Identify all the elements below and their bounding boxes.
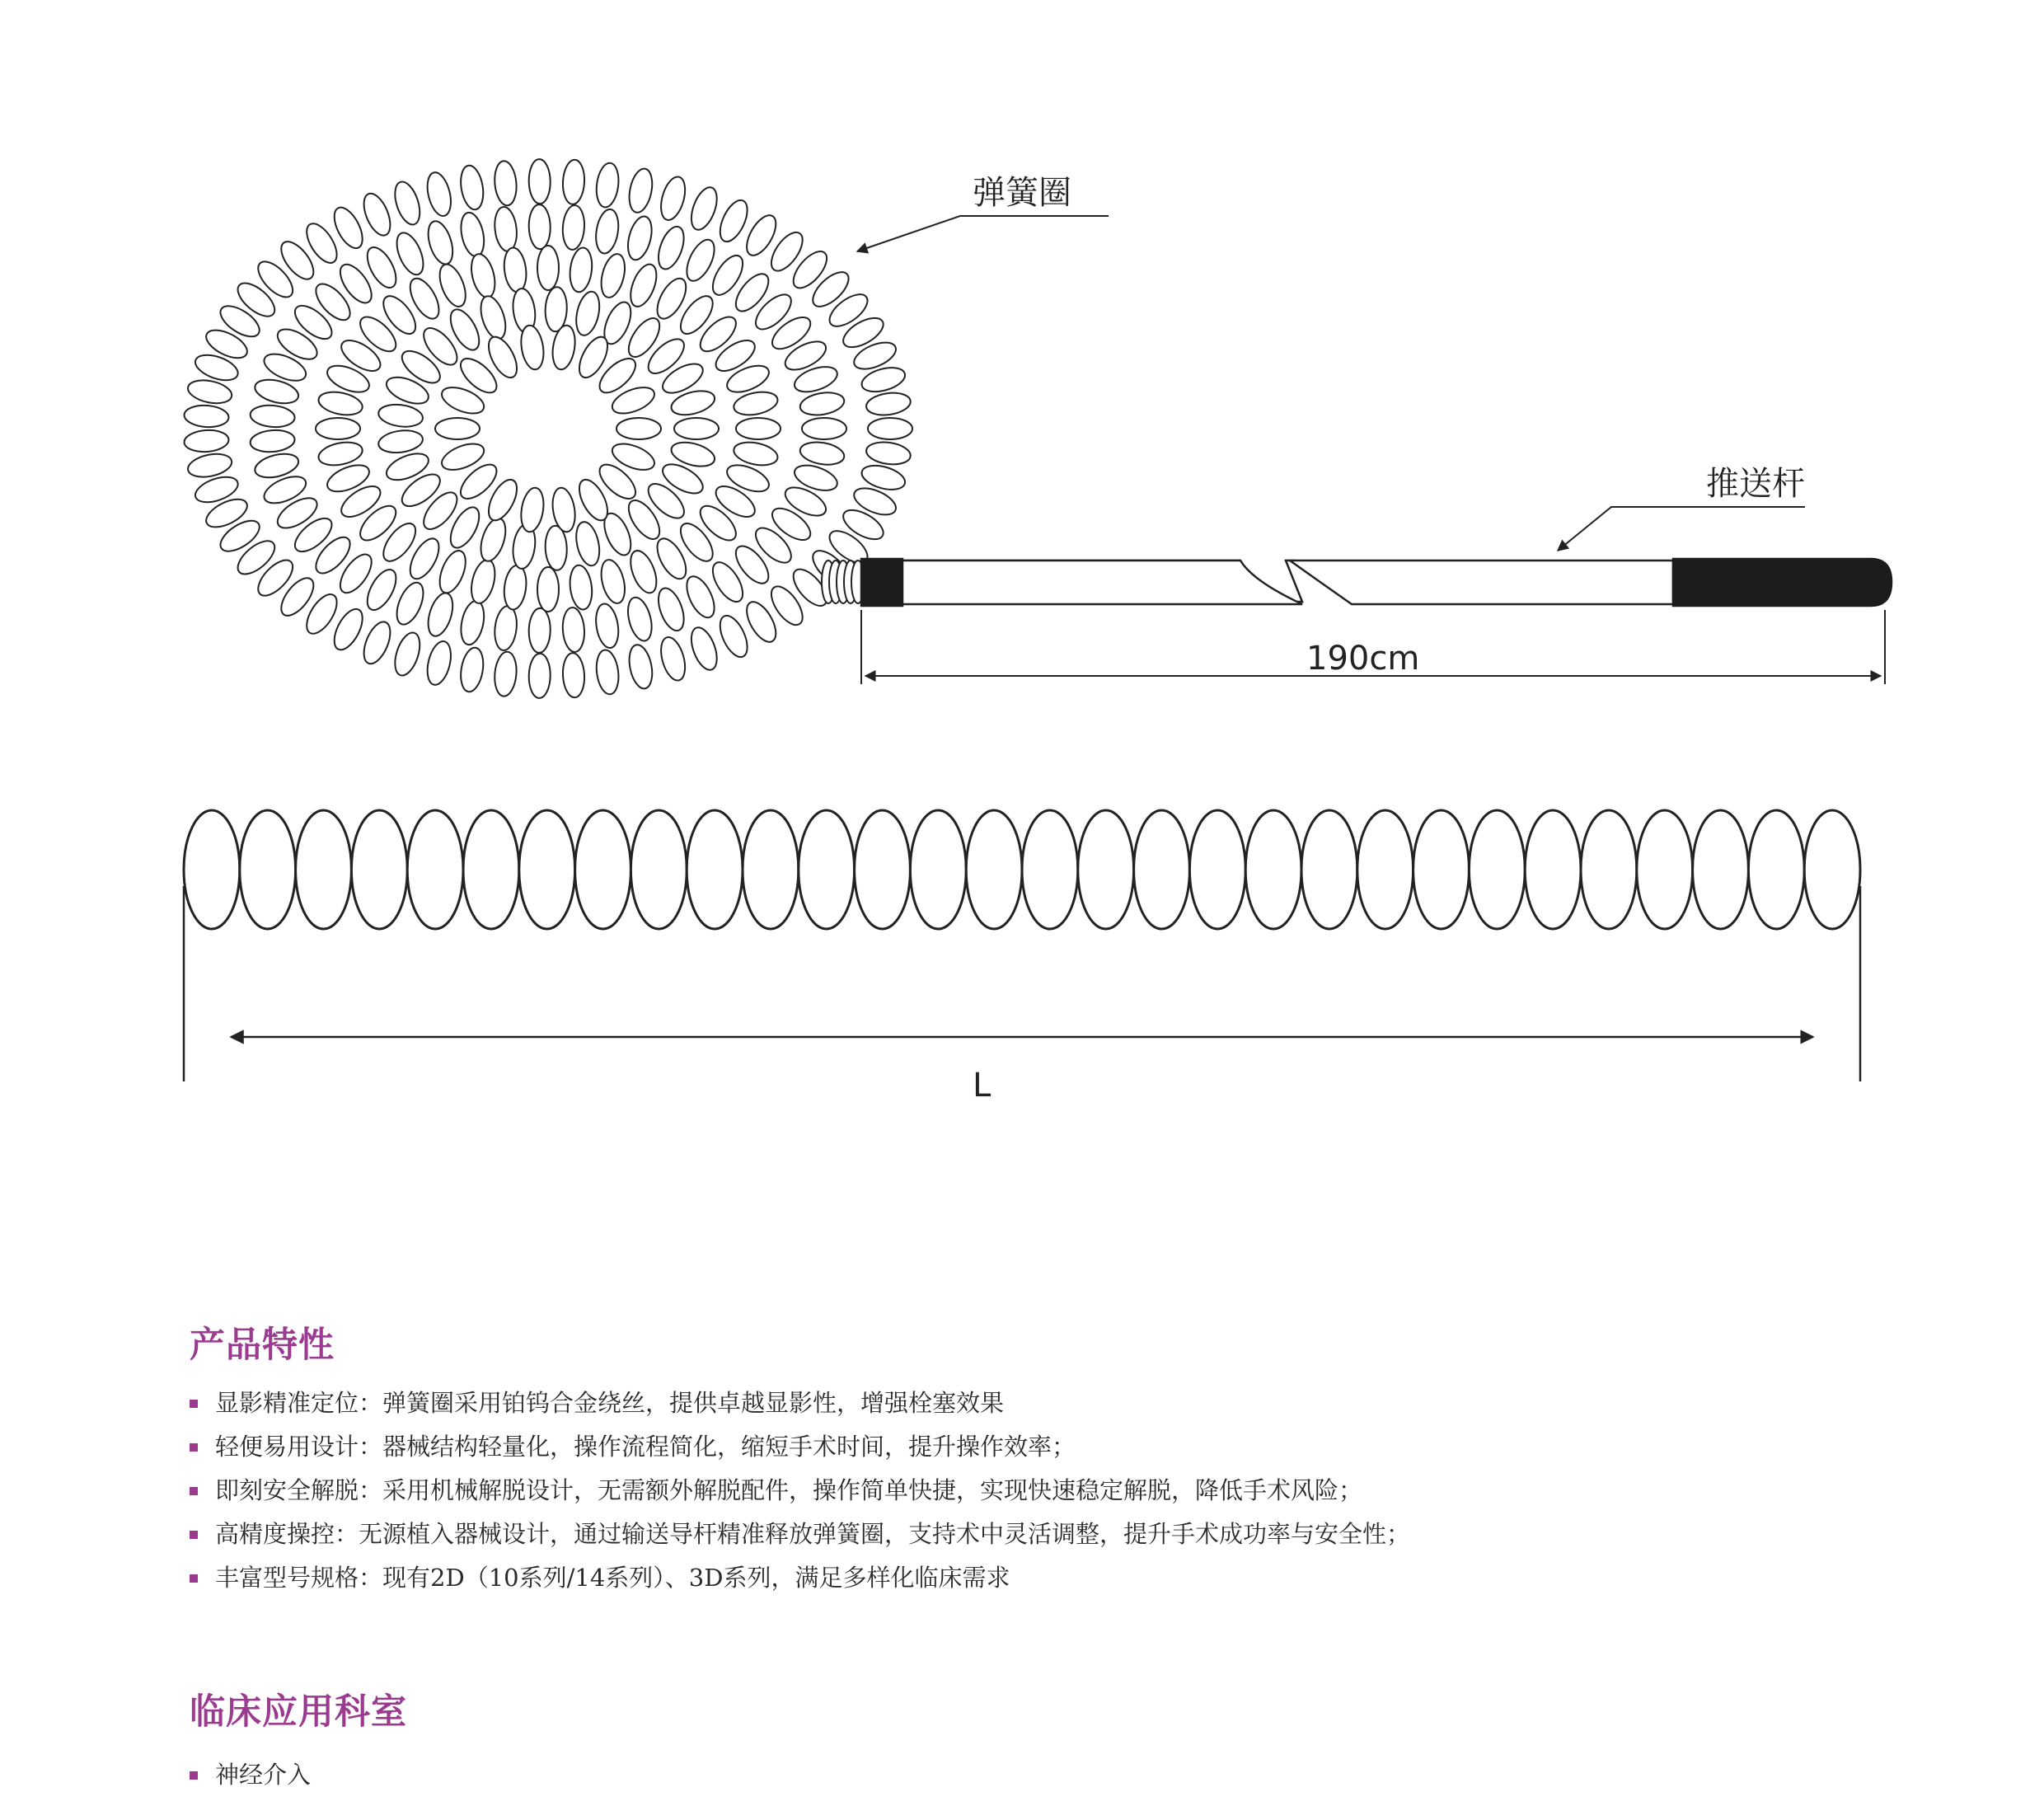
coil-loop [1637, 810, 1693, 929]
departments-list [190, 1753, 311, 1797]
coil-loop [316, 388, 364, 418]
coil-loop [528, 159, 551, 204]
coil-loop [562, 653, 586, 698]
length-symbol: L [973, 1067, 992, 1105]
departments-title: 临床应用科室 [190, 1691, 407, 1733]
coil-loop [316, 418, 360, 439]
coil-loop [424, 639, 455, 687]
coil-loop [657, 635, 690, 683]
department-item [190, 1753, 311, 1797]
coil-loop [457, 599, 487, 647]
coil-loop [377, 402, 424, 429]
feature-item-text: 即刻安全解脱：采用机械解脱设计，无需额外解脱配件，操作简单快捷，实现快速稳定解脱，降低手术风险； [215, 1476, 1363, 1504]
coil-loop [316, 439, 364, 468]
coil-loop [732, 388, 780, 418]
bullet-icon [190, 1400, 198, 1408]
coil-loop [1525, 810, 1581, 929]
coil-loop [377, 428, 424, 455]
coil-loop [424, 170, 455, 218]
coil-loop [457, 210, 487, 258]
coil-leader [857, 216, 1109, 251]
coil-loop [868, 418, 912, 439]
coil-loop [568, 564, 594, 611]
feature-item [190, 1425, 1410, 1469]
coil-loop [966, 810, 1022, 929]
coil-loop [240, 810, 296, 929]
coil-loop [732, 439, 780, 468]
coil-loop [802, 418, 846, 439]
coil-loop [457, 646, 485, 694]
coil-loop [1693, 810, 1749, 929]
coil-loop [186, 377, 234, 406]
bullet-icon [190, 1574, 198, 1583]
feature-item [190, 1469, 1410, 1513]
coil-loop [654, 584, 689, 634]
bullet-icon [190, 1531, 198, 1539]
coil-loop [855, 810, 911, 929]
pusher-length-label: 190cm [1306, 640, 1420, 678]
coil-loop [575, 810, 631, 929]
coil-loop [1413, 810, 1470, 929]
coil-loop [743, 810, 799, 929]
coil-loop [1134, 810, 1190, 929]
coil-loop [502, 246, 528, 293]
coil-loop [573, 289, 603, 337]
coil-loop [1245, 810, 1301, 929]
bullet-icon [190, 1771, 198, 1780]
coil-loop [296, 810, 352, 929]
coil-loop [687, 624, 722, 673]
coil-loop [654, 223, 689, 273]
coil-loop [1301, 810, 1357, 929]
coil-loop [434, 547, 471, 597]
coil-loop [674, 418, 719, 439]
coil-loop [528, 608, 551, 654]
coil-loop [1357, 810, 1413, 929]
coil-loop [493, 651, 518, 697]
coil-loop [250, 429, 296, 453]
coil-loop [562, 159, 586, 204]
coil-loop [624, 214, 656, 263]
coil-loop [715, 196, 752, 246]
coil-loop [568, 246, 594, 293]
coil-loop [598, 251, 629, 300]
bullet-icon [190, 1487, 198, 1495]
coil-loop [593, 208, 621, 255]
coil-loop [359, 190, 396, 239]
coil-loop [537, 567, 559, 612]
coil-loop [910, 810, 966, 929]
coil-loop [626, 643, 655, 691]
coil-loop [573, 520, 603, 568]
feature-item [190, 1513, 1410, 1556]
pusher-leader [1558, 507, 1805, 551]
coil-loop [493, 206, 519, 253]
coil-loop [519, 810, 575, 929]
coil-loop [457, 164, 485, 212]
coil-loop [391, 630, 424, 678]
coil-loop [250, 404, 296, 429]
feature-item-text: 高精度操控：无源植入器械设计，通过输送导杆精准释放弹簧圈，支持术中灵活调整，提升手术成功率与安全性； [215, 1520, 1411, 1548]
coil-loop [594, 162, 621, 209]
coil-loop [1189, 810, 1245, 929]
coil-loop [424, 590, 457, 639]
coil-loop [476, 515, 510, 564]
feature-item [190, 1381, 1410, 1425]
coil-loop [865, 439, 912, 467]
coil-loop [626, 260, 662, 310]
feature-item-text: 丰富型号规格：现有2D（10系列/14系列）、3D系列，满足多样化临床需求 [215, 1564, 1010, 1592]
coil-loop [687, 184, 722, 233]
coil-loop [351, 810, 407, 929]
coil-loop [518, 486, 546, 533]
coil-loop [528, 204, 551, 250]
coil-loop [467, 251, 499, 300]
coil-loop [476, 293, 510, 342]
bullet-icon [190, 1443, 198, 1452]
feature-item [190, 1556, 1410, 1600]
coil-loop [626, 167, 655, 214]
coil-loop [537, 246, 559, 290]
coil-loop [391, 179, 424, 228]
pusher-label: 推送杆 [1706, 465, 1805, 503]
coil-label: 弹簧圈 [973, 174, 1071, 212]
coil-loop [657, 174, 690, 223]
coil-loop [186, 450, 234, 480]
coil-loop [1078, 810, 1134, 929]
straight-coil-drawing [184, 810, 1860, 929]
coil-loop [561, 607, 586, 653]
coil-loop [1469, 810, 1525, 929]
feature-item-text: 轻便易用设计：器械结构轻量化，操作流程简化，缩短手术时间，提升操作效率； [215, 1433, 1076, 1461]
coil-loop [598, 557, 629, 606]
coil-loop [518, 324, 546, 371]
coil-loop [435, 418, 480, 439]
coil-loop [1022, 810, 1078, 929]
coil-spiral-drawing [184, 159, 912, 698]
coil-loop [799, 810, 855, 929]
coil-loop [865, 391, 912, 418]
coil-loop [1581, 810, 1637, 929]
coil-loop [493, 605, 519, 652]
coil-loop [631, 810, 687, 929]
department-item-text: 神经介入 [215, 1761, 312, 1789]
coil-loop [799, 390, 846, 419]
coil-loop [359, 618, 396, 668]
coil-loop [434, 260, 471, 310]
coil-loop [593, 603, 621, 650]
coil-loop [391, 579, 429, 628]
coil-loop [493, 160, 518, 206]
coil-loop [687, 810, 743, 929]
coil-loop [463, 810, 519, 929]
coil-loop [715, 612, 752, 661]
pusher-rod [861, 559, 1892, 606]
coil-loop [502, 564, 528, 611]
coil-loop [736, 418, 781, 439]
coil-loop [594, 649, 621, 696]
coil-loop [1748, 810, 1804, 929]
features-list [190, 1381, 1410, 1600]
coil-loop [424, 218, 457, 267]
coil-loop [184, 404, 230, 429]
coil-loop [467, 557, 499, 606]
feature-item-text: 显影精准定位：弹簧圈采用铂钨合金绕丝，提供卓越显影性，增强栓塞效果 [215, 1389, 1005, 1417]
coil-loop [561, 204, 586, 251]
coil-loop [624, 595, 656, 644]
coil-loop [626, 547, 662, 597]
coil-loop [799, 439, 846, 468]
coil-loop [391, 229, 429, 279]
coil-loop [1804, 810, 1860, 929]
coil-loop [616, 418, 661, 439]
coil-loop [184, 429, 230, 453]
coil-loop [528, 654, 551, 698]
features-title: 产品特性 [190, 1325, 335, 1366]
coil-loop [184, 810, 240, 929]
coil-loop [407, 810, 463, 929]
